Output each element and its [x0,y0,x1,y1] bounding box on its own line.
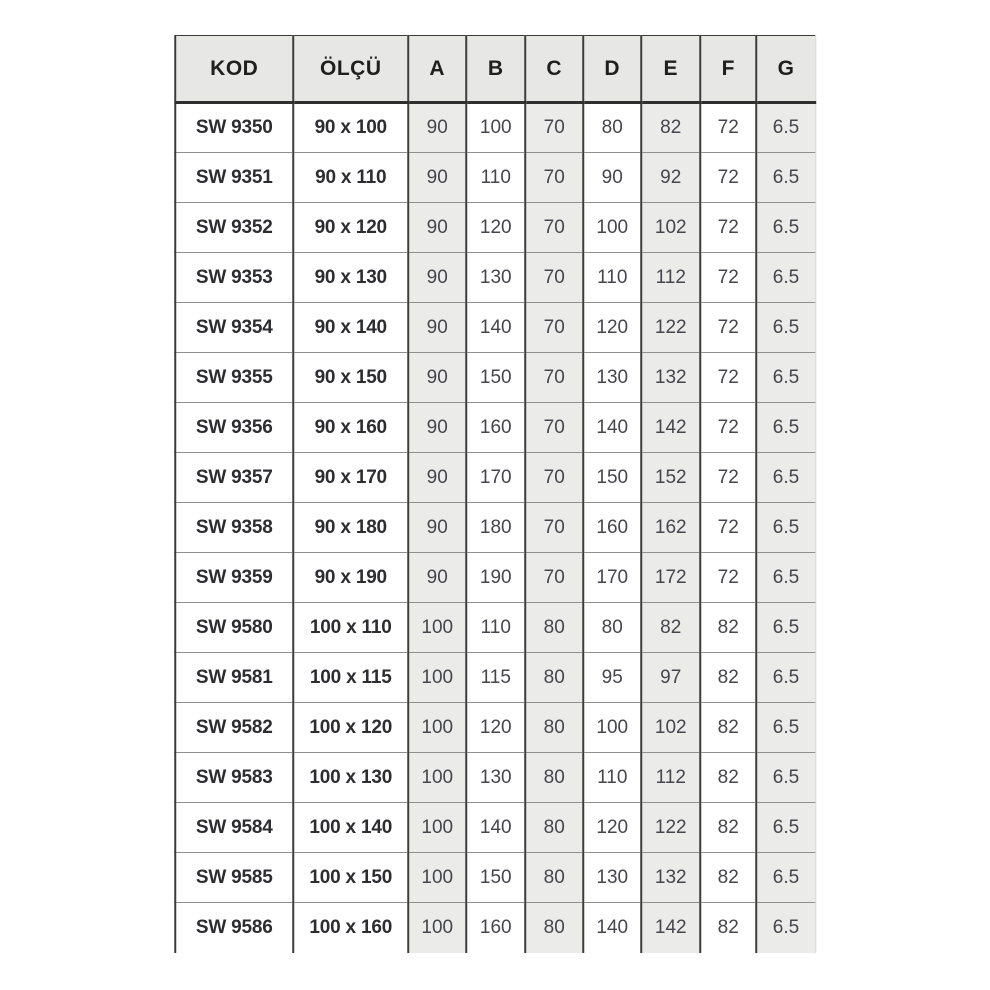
column-header-c: C [525,36,583,103]
cell-d: 90 [583,153,641,203]
column-header-kod: KOD [175,36,293,103]
cell-olcu: 90 x 190 [293,553,408,603]
cell-olcu: 100 x 115 [293,653,408,703]
cell-c: 70 [525,103,583,153]
table-row [175,353,815,403]
cell-a: 90 [408,453,466,503]
cell-f: 72 [700,153,756,203]
cell-e: 142 [641,403,700,453]
cell-b: 130 [466,753,525,803]
cell-kod: SW 9582 [175,703,293,753]
table-row [175,653,815,703]
cell-e: 82 [641,603,700,653]
cell-c: 80 [525,903,583,953]
table-row [175,503,815,553]
cell-g: 6.5 [756,153,815,203]
cell-kod: SW 9586 [175,903,293,953]
cell-e: 132 [641,353,700,403]
cell-f: 82 [700,903,756,953]
cell-g: 6.5 [756,803,815,853]
cell-f: 72 [700,553,756,603]
cell-d: 140 [583,903,641,953]
cell-d: 120 [583,303,641,353]
cell-b: 120 [466,203,525,253]
cell-e: 172 [641,553,700,603]
cell-d: 80 [583,103,641,153]
cell-b: 160 [466,903,525,953]
cell-g: 6.5 [756,853,815,903]
cell-kod: SW 9351 [175,153,293,203]
header-row [175,36,815,103]
cell-d: 80 [583,603,641,653]
column-header-f: F [700,36,756,103]
cell-d: 120 [583,803,641,853]
cell-e: 122 [641,803,700,853]
cell-olcu: 90 x 150 [293,353,408,403]
cell-c: 70 [525,153,583,203]
spec-table-container [174,35,816,953]
cell-e: 132 [641,853,700,903]
cell-g: 6.5 [756,253,815,303]
cell-f: 82 [700,703,756,753]
cell-olcu: 90 x 140 [293,303,408,353]
cell-g: 6.5 [756,453,815,503]
cell-a: 90 [408,253,466,303]
table-row [175,303,815,353]
cell-kod: SW 9583 [175,753,293,803]
cell-c: 70 [525,253,583,303]
cell-olcu: 90 x 160 [293,403,408,453]
cell-f: 82 [700,803,756,853]
cell-a: 90 [408,353,466,403]
cell-f: 82 [700,853,756,903]
cell-g: 6.5 [756,303,815,353]
cell-c: 80 [525,753,583,803]
cell-f: 72 [700,353,756,403]
cell-a: 90 [408,403,466,453]
cell-g: 6.5 [756,403,815,453]
cell-kod: SW 9352 [175,203,293,253]
cell-e: 92 [641,153,700,203]
cell-d: 150 [583,453,641,503]
cell-c: 80 [525,703,583,753]
cell-e: 122 [641,303,700,353]
table-body [175,103,815,953]
cell-f: 72 [700,403,756,453]
cell-olcu: 90 x 130 [293,253,408,303]
cell-f: 82 [700,753,756,803]
cell-g: 6.5 [756,353,815,403]
cell-f: 82 [700,653,756,703]
table-row [175,803,815,853]
cell-g: 6.5 [756,503,815,553]
table-row [175,703,815,753]
cell-olcu: 90 x 120 [293,203,408,253]
cell-g: 6.5 [756,903,815,953]
cell-c: 70 [525,403,583,453]
cell-a: 90 [408,153,466,203]
cell-b: 150 [466,353,525,403]
cell-e: 112 [641,253,700,303]
table-row [175,403,815,453]
cell-kod: SW 9350 [195,117,273,138]
cell-d: 100 [583,703,641,753]
cell-g: 6.5 [756,203,815,253]
cell-b: 110 [466,153,525,203]
cell-kod: SW 9580 [175,603,293,653]
cell-olcu: 100 x 150 [293,853,408,903]
cell-kod: SW 9353 [175,253,293,303]
cell-e: 82 [641,103,700,153]
cell-d: 160 [583,503,641,553]
cell-kod: SW 9581 [175,653,293,703]
cell-kod: SW 9357 [175,453,293,503]
table-row [175,203,815,253]
dimension-spec-table [174,35,816,953]
cell-olcu: 90 x 100 [293,103,408,153]
cell-g: 6.5 [756,653,815,703]
table-row [175,603,815,653]
cell-a: 90 [408,103,466,153]
cell-b: 190 [466,553,525,603]
cell-g: 6.5 [756,603,815,653]
table-row [175,903,815,953]
cell-kod: SW 9585 [175,853,293,903]
cell-g: 6.5 [756,753,815,803]
cell-olcu: 90 x 170 [293,453,408,503]
cell-b: 100 [466,103,525,153]
cell-kod: SW 9354 [175,303,293,353]
cell-c: 80 [525,853,583,903]
cell-kod: SW 9584 [175,803,293,853]
table-row [175,103,815,153]
cell-e: 152 [641,453,700,503]
cell-b: 115 [466,653,525,703]
cell-e: 142 [641,903,700,953]
cell-d: 110 [583,253,641,303]
cell-kod: SW 9356 [175,403,293,453]
cell-d: 95 [583,653,641,703]
cell-c: 70 [525,203,583,253]
table-row [175,153,815,203]
cell-olcu: 90 x 180 [293,503,408,553]
cell-a: 100 [408,653,466,703]
cell-a: 100 [408,803,466,853]
cell-a: 90 [408,553,466,603]
cell-c: 70 [525,553,583,603]
cell-c: 70 [525,303,583,353]
table-row [175,753,815,803]
cell-kod: SW 9355 [175,353,293,403]
cell-olcu: 100 x 120 [293,703,408,753]
table-row [175,553,815,603]
table-header [175,36,815,103]
column-header-a: A [408,36,466,103]
cell-olcu: 100 x 130 [293,753,408,803]
cell-olcu: 90 x 110 [293,153,408,203]
cell-a: 100 [408,603,466,653]
cell-olcu: 100 x 160 [293,903,408,953]
cell-a: 100 [408,703,466,753]
cell-d: 130 [583,353,641,403]
cell-olcu: 100 x 140 [293,803,408,853]
cell-a: 90 [408,203,466,253]
cell-f: 72 [700,503,756,553]
cell-e: 97 [641,653,700,703]
cell-c: 70 [525,453,583,503]
cell-olcu: 100 x 110 [293,603,408,653]
cell-b: 180 [466,503,525,553]
cell-b: 150 [466,853,525,903]
cell-c: 80 [525,653,583,703]
cell-b: 140 [466,303,525,353]
cell-f: 72 [700,303,756,353]
cell-a: 100 [408,903,466,953]
cell-b: 170 [466,453,525,503]
cell-c: 70 [525,503,583,553]
column-header-b: B [466,36,525,103]
cell-a: 100 [408,853,466,903]
cell-b: 110 [466,603,525,653]
cell-c: 80 [525,603,583,653]
cell-d: 100 [583,203,641,253]
table-row [175,853,815,903]
cell-e: 162 [641,503,700,553]
column-header-ölçü: ÖLÇÜ [293,36,408,103]
cell-d: 140 [583,403,641,453]
cell-a: 90 [408,303,466,353]
cell-g: 6.5 [756,103,815,153]
cell-f: 72 [700,453,756,503]
cell-e: 102 [641,703,700,753]
table-row [175,253,815,303]
cell-d: 110 [583,753,641,803]
cell-e: 102 [641,203,700,253]
column-header-g: G [756,36,815,103]
cell-g: 6.5 [756,703,815,753]
cell-c: 70 [525,353,583,403]
cell-f: 82 [700,603,756,653]
table-row [175,453,815,503]
cell-a: 100 [408,753,466,803]
cell-g: 6.5 [756,553,815,603]
column-header-e: E [641,36,700,103]
cell-f: 72 [700,203,756,253]
cell-b: 160 [466,403,525,453]
cell-f: 72 [700,103,756,153]
cell-b: 120 [466,703,525,753]
cell-d: 170 [583,553,641,603]
cell-d: 130 [583,853,641,903]
column-header-d: D [583,36,641,103]
cell-b: 130 [466,253,525,303]
cell-c: 80 [525,803,583,853]
cell-e: 112 [641,753,700,803]
cell-kod: SW 9359 [175,553,293,603]
cell-a: 90 [408,503,466,553]
cell-f: 72 [700,253,756,303]
cell-kod: SW 9358 [175,503,293,553]
cell-b: 140 [466,803,525,853]
